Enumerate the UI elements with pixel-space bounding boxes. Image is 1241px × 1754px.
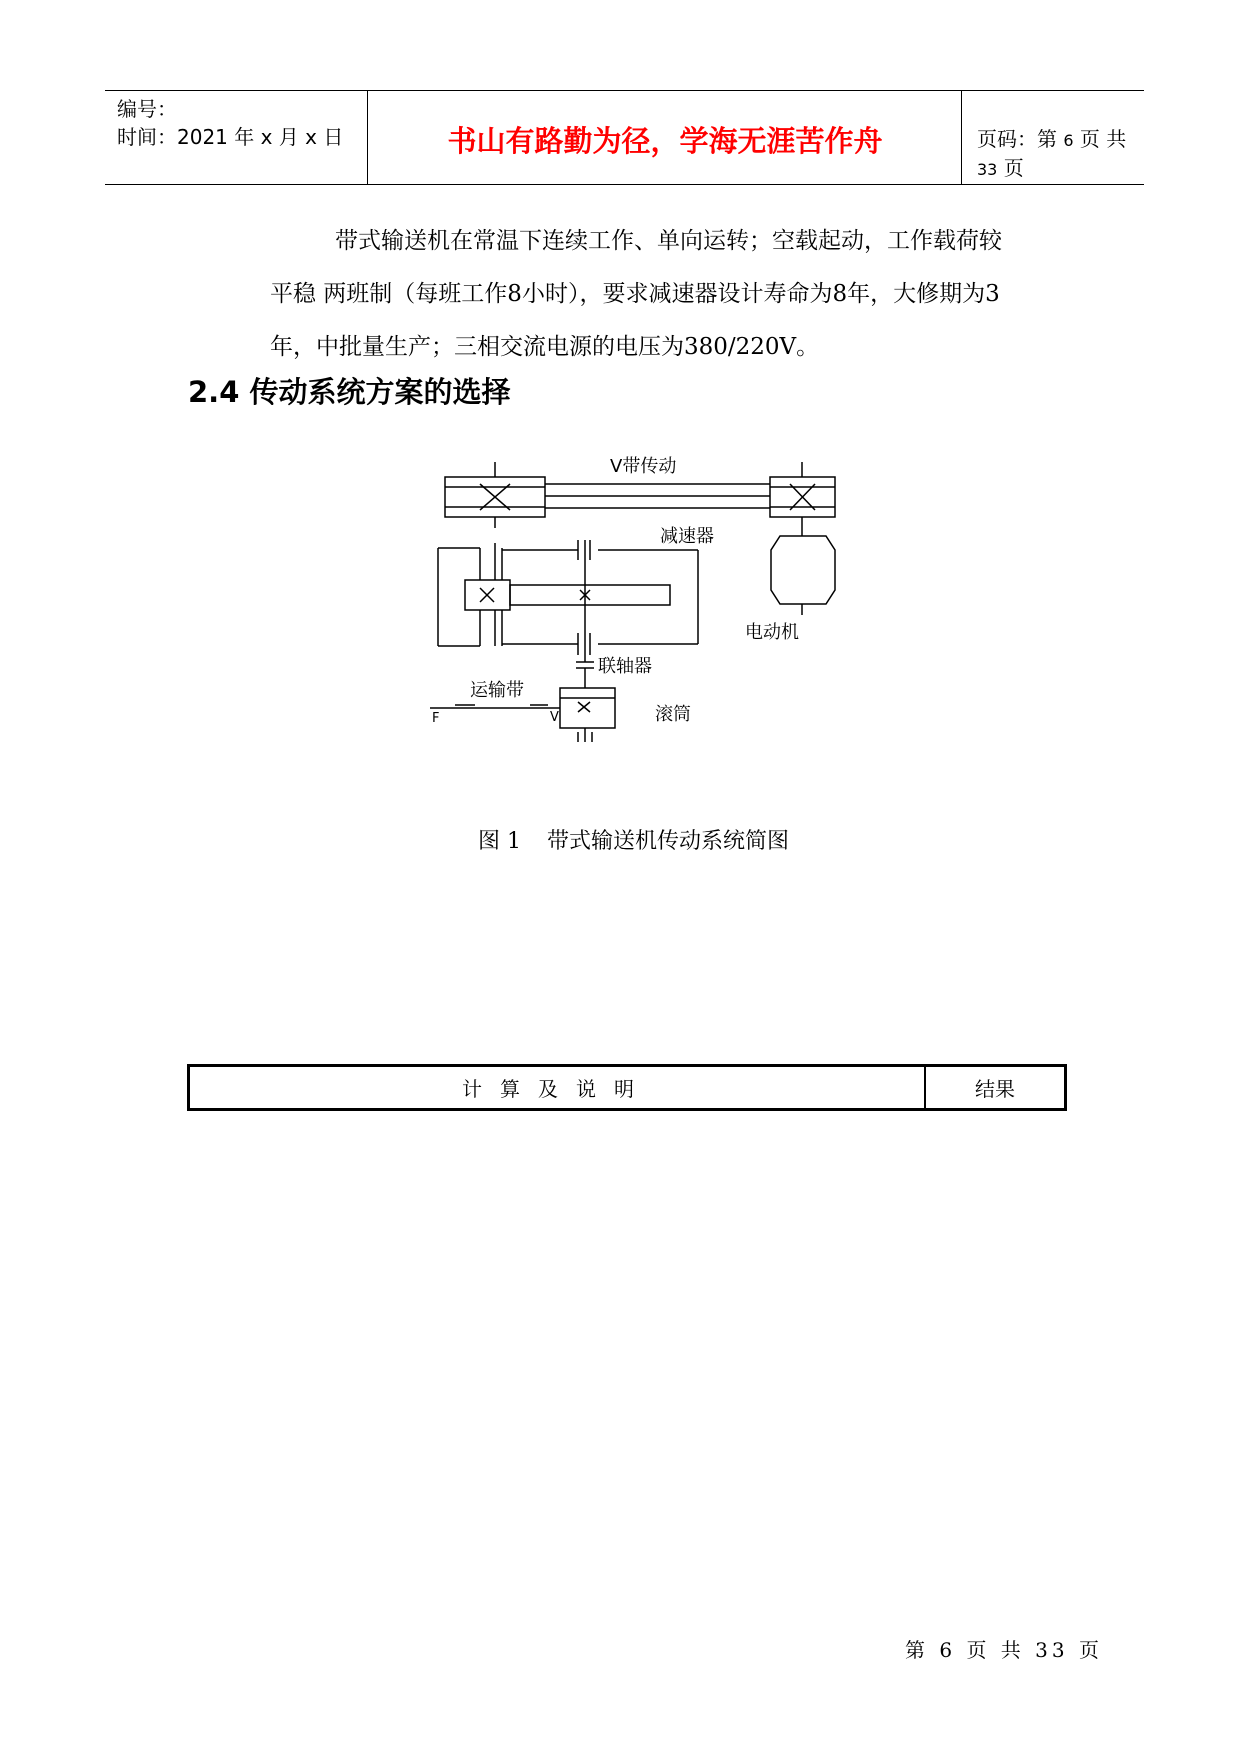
label-conveyor-belt: 运输带 xyxy=(470,680,524,701)
paragraph-line: 平稳 两班制（每班工作8小时），要求减速器设计寿命为8年，大修期为3 xyxy=(270,281,1000,307)
caption-text: 带式输送机传动系统简图 xyxy=(547,829,790,854)
calculation-table-header xyxy=(187,1064,1067,1111)
document-date: 时间：2021 年 x 月 x 日 xyxy=(117,125,344,149)
header-meta xyxy=(117,95,343,151)
paragraph-line: 带式输送机在常温下连续工作、单向运转；空载起动，工作载荷较 xyxy=(335,228,1002,254)
caption-number: 图 1 xyxy=(478,829,521,854)
section-heading: 2.4 传动系统方案的选择 xyxy=(188,375,511,409)
header-motto: 书山有路勤为径，学海无涯苦作舟 xyxy=(447,124,883,158)
label-velocity: V xyxy=(550,710,559,725)
page-prefix: 页码：第 xyxy=(977,127,1057,151)
paragraph-line: 年，中批量生产；三相交流电源的电压为380/220V。 xyxy=(270,334,820,360)
column-header-result: 结果 xyxy=(975,1077,1015,1101)
figure-caption xyxy=(478,824,789,855)
header-divider xyxy=(961,91,962,184)
document-number-label: 编号： xyxy=(117,97,177,121)
page-mid: 页 共 xyxy=(1079,127,1127,151)
column-header-calculation: 计算及说明 xyxy=(190,1067,926,1108)
page-suffix: 页 xyxy=(1003,156,1024,180)
page-footer: 第 6 页 共 33 页 xyxy=(905,1638,1103,1662)
page-number: 6 xyxy=(1063,131,1074,150)
header-page-indicator xyxy=(977,123,1144,181)
page-header xyxy=(105,90,1144,185)
label-force: F xyxy=(432,711,440,726)
header-divider xyxy=(367,91,368,184)
label-reducer: 减速器 xyxy=(660,526,714,547)
page-total: 33 xyxy=(977,160,998,179)
label-motor: 电动机 xyxy=(745,622,799,643)
body-paragraph xyxy=(270,215,1060,374)
label-drum: 滚筒 xyxy=(655,704,691,725)
label-v-belt: V带传动 xyxy=(610,456,677,477)
transmission-diagram xyxy=(430,440,850,790)
label-coupling: 联轴器 xyxy=(598,656,652,677)
